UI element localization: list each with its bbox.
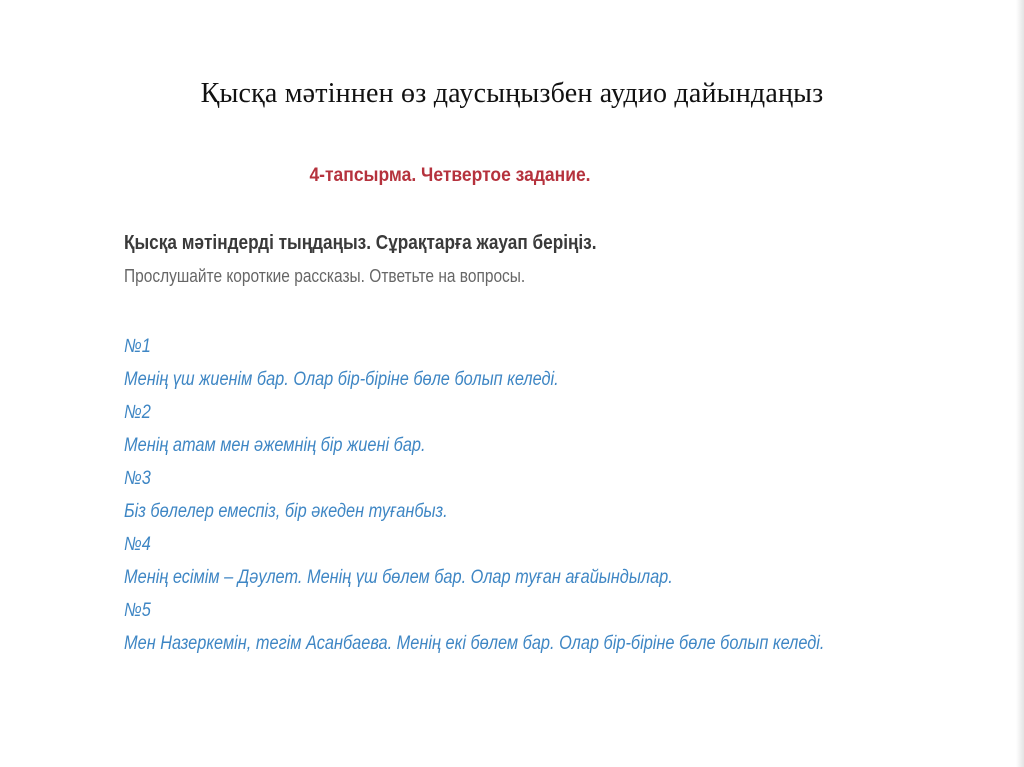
task-heading: 4-тапсырма. Четвертое задание. — [309, 165, 591, 186]
instruction-kazakh: Қысқа мәтіндерді тыңдаңыз. Сұрақтарға жауап беріңіз. — [124, 232, 597, 254]
exercise-list — [124, 330, 938, 660]
slide-edge-shadow — [1016, 0, 1024, 767]
exercise-number: №5 — [124, 600, 151, 621]
exercise-text: Мен Назеркемін, тегім Асанбаева. Менің екі бөлем бар. Олар бір-біріне бөле болып келеді. — [124, 633, 825, 654]
instruction-russian: Прослушайте короткие рассказы. Ответьте на вопросы. — [124, 266, 526, 286]
exercise-text: Менің атам мен әжемнің бір жиені бар. — [124, 435, 426, 456]
exercise-number: №4 — [124, 534, 151, 555]
slide-title: Қысқа мәтіннен өз даусыңызбен аудио дайындаңыз — [200, 78, 824, 109]
exercise-text: Менің үш жиенім бар. Олар бір-біріне бөле болып келеді. — [124, 369, 559, 390]
textbook-excerpt-image — [100, 150, 980, 670]
exercise-number: №1 — [124, 336, 151, 357]
exercise-text: Менің есімім – Дәулет. Менің үш бөлем бар. Олар туған ағайындылар. — [124, 567, 673, 588]
exercise-number: №2 — [124, 402, 151, 423]
exercise-text: Біз бөлелер емеспіз, бір әкеден туғанбыз. — [124, 501, 448, 522]
exercise-number: №3 — [124, 468, 151, 489]
